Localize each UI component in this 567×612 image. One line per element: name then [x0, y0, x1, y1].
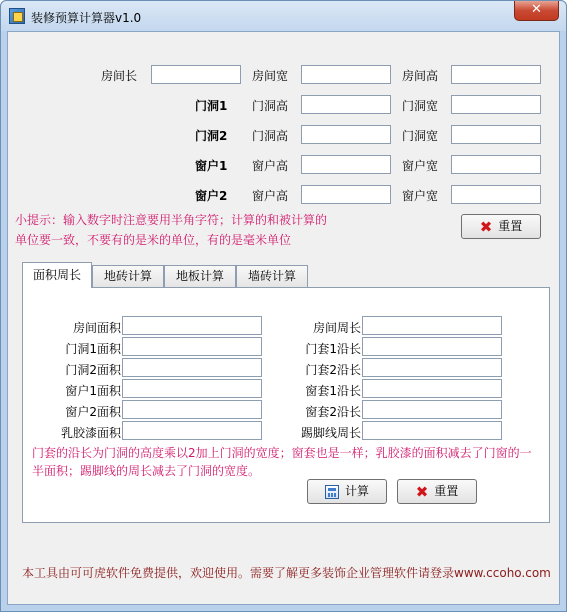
door2-height-input[interactable] — [301, 125, 391, 144]
calc-note-line2: 半面积；踢脚线的周长减去了门洞的宽度。 — [32, 464, 261, 478]
result-window2-area-label: 窗户2面积 — [65, 405, 121, 419]
result-window1-area-field[interactable] — [122, 379, 262, 398]
window1-label: 窗户1 — [195, 159, 228, 173]
window1-height-input[interactable] — [301, 155, 391, 174]
window2-height-label: 窗户高 — [252, 189, 289, 203]
title-bar[interactable] — [1, 1, 566, 31]
reset-results-button[interactable] — [397, 479, 477, 504]
door1-width-label: 门洞宽 — [402, 99, 439, 113]
tab-area-perimeter[interactable]: 面积周长 — [22, 262, 92, 288]
door1-label: 门洞1 — [195, 99, 228, 113]
app-icon — [9, 8, 25, 24]
window1-width-input[interactable] — [451, 155, 541, 174]
window1-width-label: 窗户宽 — [402, 159, 439, 173]
result-door-trim2-label: 门套2沿长 — [305, 363, 361, 377]
result-skirting-field[interactable] — [362, 421, 502, 440]
result-door-trim1-field[interactable] — [362, 337, 502, 356]
result-door1-area-field[interactable] — [122, 337, 262, 356]
result-paint-area-field[interactable] — [122, 421, 262, 440]
door2-width-label: 门洞宽 — [402, 129, 439, 143]
window2-width-label: 窗户宽 — [402, 189, 439, 203]
result-window-trim1-label: 窗套1沿长 — [305, 384, 361, 398]
calculate-label: 计算 — [344, 484, 369, 498]
room-height-input[interactable] — [451, 65, 541, 84]
result-window-trim2-label: 窗套2沿长 — [305, 405, 361, 419]
room-length-label: 房间长 — [101, 69, 138, 83]
calculator-icon — [325, 485, 339, 499]
result-room-area-field[interactable] — [122, 316, 262, 335]
window2-height-input[interactable] — [301, 185, 391, 204]
door2-label: 门洞2 — [195, 129, 228, 143]
result-room-perimeter-label: 房间周长 — [312, 321, 361, 335]
tab-floor-tile[interactable]: 地砖计算 — [92, 265, 164, 287]
close-x-icon: ✖ — [415, 482, 429, 501]
door1-height-input[interactable] — [301, 95, 391, 114]
client-area — [7, 31, 560, 605]
calculate-button[interactable] — [307, 479, 387, 504]
reset-inputs-button[interactable] — [461, 214, 541, 239]
result-window-trim1-field[interactable] — [362, 379, 502, 398]
room-height-label: 房间高 — [402, 69, 439, 83]
door1-width-input[interactable] — [451, 95, 541, 114]
window-title: 装修预算计算器v1.0 — [31, 11, 142, 25]
room-width-label: 房间宽 — [252, 69, 289, 83]
window2-label: 窗户2 — [195, 189, 228, 203]
result-skirting-label: 踢脚线周长 — [300, 426, 361, 440]
room-length-input[interactable] — [151, 65, 241, 84]
result-window1-area-label: 窗户1面积 — [65, 384, 121, 398]
result-door-trim2-field[interactable] — [362, 358, 502, 377]
input-hint — [15, 210, 327, 250]
tab-panel-area-perimeter — [22, 287, 550, 523]
result-door2-area-field[interactable] — [122, 358, 262, 377]
result-paint-area-label: 乳胶漆面积 — [60, 426, 121, 440]
result-door-trim1-label: 门套1沿长 — [305, 342, 361, 356]
result-window2-area-field[interactable] — [122, 400, 262, 419]
result-room-perimeter-field[interactable] — [362, 316, 502, 335]
room-width-input[interactable] — [301, 65, 391, 84]
close-button[interactable]: ✕ — [514, 1, 559, 21]
result-room-area-label: 房间面积 — [72, 321, 121, 335]
reset-results-label: 重置 — [434, 484, 459, 498]
window2-width-input[interactable] — [451, 185, 541, 204]
tab-floorboard[interactable]: 地板计算 — [164, 265, 236, 287]
input-hint-line2: 单位要一致，不要有的是米的单位，有的是毫米单位 — [15, 233, 292, 247]
result-door2-area-label: 门洞2面积 — [65, 363, 121, 377]
reset-inputs-label: 重置 — [498, 219, 523, 233]
tab-wall-tile[interactable]: 墙砖计算 — [236, 265, 308, 287]
window1-height-label: 窗户高 — [252, 159, 289, 173]
result-window-trim2-field[interactable] — [362, 400, 502, 419]
result-door1-area-label: 门洞1面积 — [65, 342, 121, 356]
input-hint-line1: 小提示：输入数字时注意要用半角字符；计算的和被计算的 — [15, 213, 328, 227]
door1-height-label: 门洞高 — [252, 99, 289, 113]
footer-credit: 本工具由可可虎软件免费提供，欢迎使用。需要了解更多装饰企业管理软件请登录www.ccoho.com — [22, 566, 551, 580]
close-x-icon: ✖ — [479, 217, 493, 236]
door2-width-input[interactable] — [451, 125, 541, 144]
door2-height-label: 门洞高 — [252, 129, 289, 143]
calc-note — [32, 444, 547, 480]
calc-note-line1: 门套的沿长为门洞的高度乘以2加上门洞的宽度；窗套也是一样；乳胶漆的面积减去了门窗的一 — [32, 446, 532, 460]
